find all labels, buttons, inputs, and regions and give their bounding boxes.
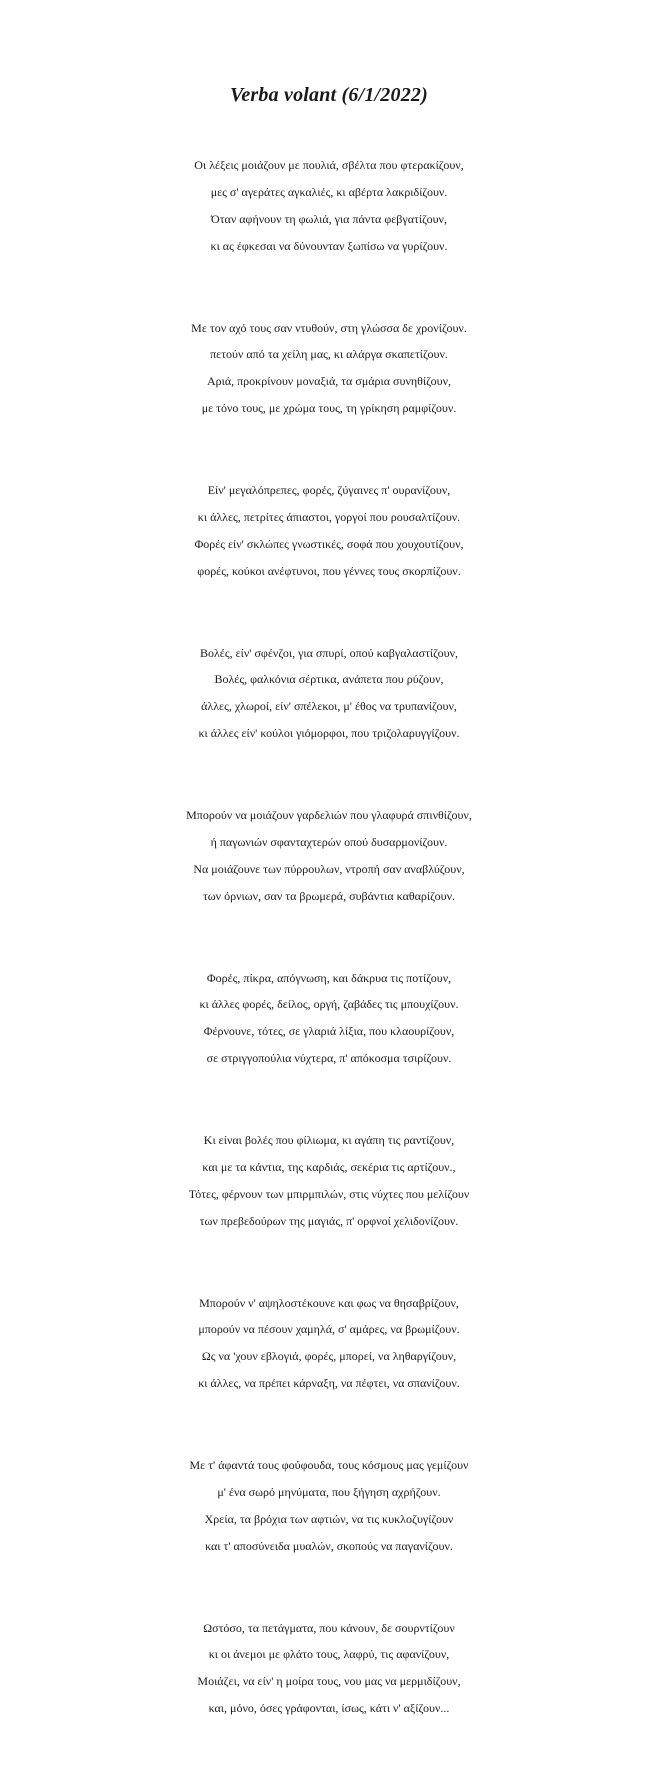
poem-line: Οι λέξεις μοιάζουν με πουλιά, σβέλτα που φτερακίζουν, (0, 152, 658, 179)
poem-line: μπορούν να πέσουν χαμηλά, σ' αμάρες, να βρωμίζουν. (0, 1316, 658, 1343)
poem-line: Φορές είν' σκλώπες γνωστικές, σοφά που χουχουτίζουν, (0, 531, 658, 558)
poem-line: και με τα κάντια, της καρδιάς, σεκέρια τις αρτίζουν., (0, 1154, 658, 1181)
poem-line: και, μόνο, όσες γράφονται, ίσως, κάτι ν' αξίζουν... (0, 1695, 658, 1722)
poem-title: Verba volant (6/1/2022) (0, 82, 658, 108)
poem-line: Τότες, φέρνουν των μπιρμπιλών, στις νύχτες που μελίζουν (0, 1181, 658, 1208)
stanza (0, 1290, 658, 1453)
poem-line: πετούν από τα χείλη μας, κι αλάργα σκαπετίζουν. (0, 341, 658, 368)
poem-line: Με τ' άφαντά τους φούφουδα, τους κόσμους μας γεμίζουν (0, 1452, 658, 1479)
poem-line: Μοιάζει, να είν' η μοίρα τους, νου μας να μερμιδίζουν, (0, 1668, 658, 1695)
poem-line: Φέρνουνε, τότες, σε γλαριά λίξια, που κλαουρίζουν, (0, 1018, 658, 1045)
poem-line: Ωστόσο, τα πετάγματα, που κάνουν, δε σουρντίζουν (0, 1615, 658, 1642)
stanza (0, 1127, 658, 1290)
poem-body (0, 152, 658, 1777)
poem-line: Να μοιάζουνε των πύρρουλων, ντροπή σαν αναβλύζουν, (0, 856, 658, 883)
poem-line: σε στριγγοπούλια νύχτερα, π' απόκοσμα τσιρίζουν. (0, 1045, 658, 1072)
poem-line: Όταν αφήνουν τη φωλιά, για πάντα φεβγατίζουν, (0, 206, 658, 233)
poem-line: των πρεβεδούρων της μαγιάς, π' ορφνοί χελιδονίζουν. (0, 1208, 658, 1235)
stanza (0, 640, 658, 803)
poem-line: Κι είναι βολές που φίλιωμα, κι αγάπη τις ραντίζουν, (0, 1127, 658, 1154)
poem-line: φορές, κούκοι ανέφτυνοι, που γέννες τους σκορπίζουν. (0, 558, 658, 585)
poem-line: κι οι άνεμοι με φλάτο τους, λαφρύ, τις αφανίζουν, (0, 1641, 658, 1668)
stanza (0, 802, 658, 965)
poem-line: Φορές, πίκρα, απόγνωση, και δάκρυα τις ποτίζουν, (0, 965, 658, 992)
poem-line: κι άλλες είν' κούλοι γιόμορφοι, που τριζολαρυγγίζουν. (0, 720, 658, 747)
poem-line: άλλες, χλωροί, είν' σπέλεκοι, μ' έθος να τρυπανίζουν, (0, 693, 658, 720)
poem-line: Αριά, προκρίνουν μοναξιά, τα σμάρια συνηθίζουν, (0, 368, 658, 395)
poem-line: ή παγωνιών σφανταχτερών οπού δυσαρμονίζουν. (0, 829, 658, 856)
poem-line: Είν' μεγαλόπρεπες, φορές, ζύγαινες π' ουρανίζουν, (0, 477, 658, 504)
poem-line: και τ' αποσύνειδα μυαλών, σκοπούς να παγανίζουν. (0, 1533, 658, 1560)
stanza (0, 965, 658, 1128)
poem-line: Χρεία, τα βρόχια των αφτιών, να τις κυκλοζυγίζουν (0, 1506, 658, 1533)
poem-line: Μπορούν να μοιάζουν γαρδελιών που γλαφυρά σπινθίζουν, (0, 802, 658, 829)
poem-line: μ' ένα σωρό μηνύματα, που ξήγηση αχρήζουν. (0, 1479, 658, 1506)
poem-line: κι άλλες φορές, δείλος, οργή, ζαβάδες τις μπουχίζουν. (0, 991, 658, 1018)
poem-line: κι άλλες, να πρέπει κάρναξη, να πέφτει, να σπανίζουν. (0, 1370, 658, 1397)
stanza (0, 152, 658, 315)
poem-line: Βολές, φαλκόνια σέρτικα, ανάπετα που ρύζουν, (0, 666, 658, 693)
stanza (0, 315, 658, 478)
poem-line: των όρνιων, σαν τα βρωμερά, συβάντια καθαρίζουν. (0, 883, 658, 910)
poem-line: μες σ' αγεράτες αγκαλιές, κι αβέρτα λακριδίζουν. (0, 179, 658, 206)
poem-line: κι άλλες, πετρίτες άπιαστοι, γοργοί που ρουσαλτίζουν. (0, 504, 658, 531)
stanza (0, 1452, 658, 1615)
stanza (0, 1615, 658, 1777)
poem-line: Μπορούν ν' αψηλοστέκουνε και φως να θησαβρίζουν, (0, 1290, 658, 1317)
poem-line: Ως να 'χουν εβλογιά, φορές, μπορεί, να ληθαργίζουν, (0, 1343, 658, 1370)
stanza (0, 477, 658, 640)
poem-line: με τόνο τους, με χρώμα τους, τη γρίκηση ραμφίζουν. (0, 395, 658, 422)
poem-line: Με τον αχό τους σαν ντυθούν, στη γλώσσα δε χρονίζουν. (0, 315, 658, 342)
poem-line: Βολές, είν' σφένζοι, για σπυρί, οπού καβγαλαστίζουν, (0, 640, 658, 667)
poem-line: κι ας έφκεσαι να δύνουνταν ξωπίσω να γυρίζουν. (0, 233, 658, 260)
